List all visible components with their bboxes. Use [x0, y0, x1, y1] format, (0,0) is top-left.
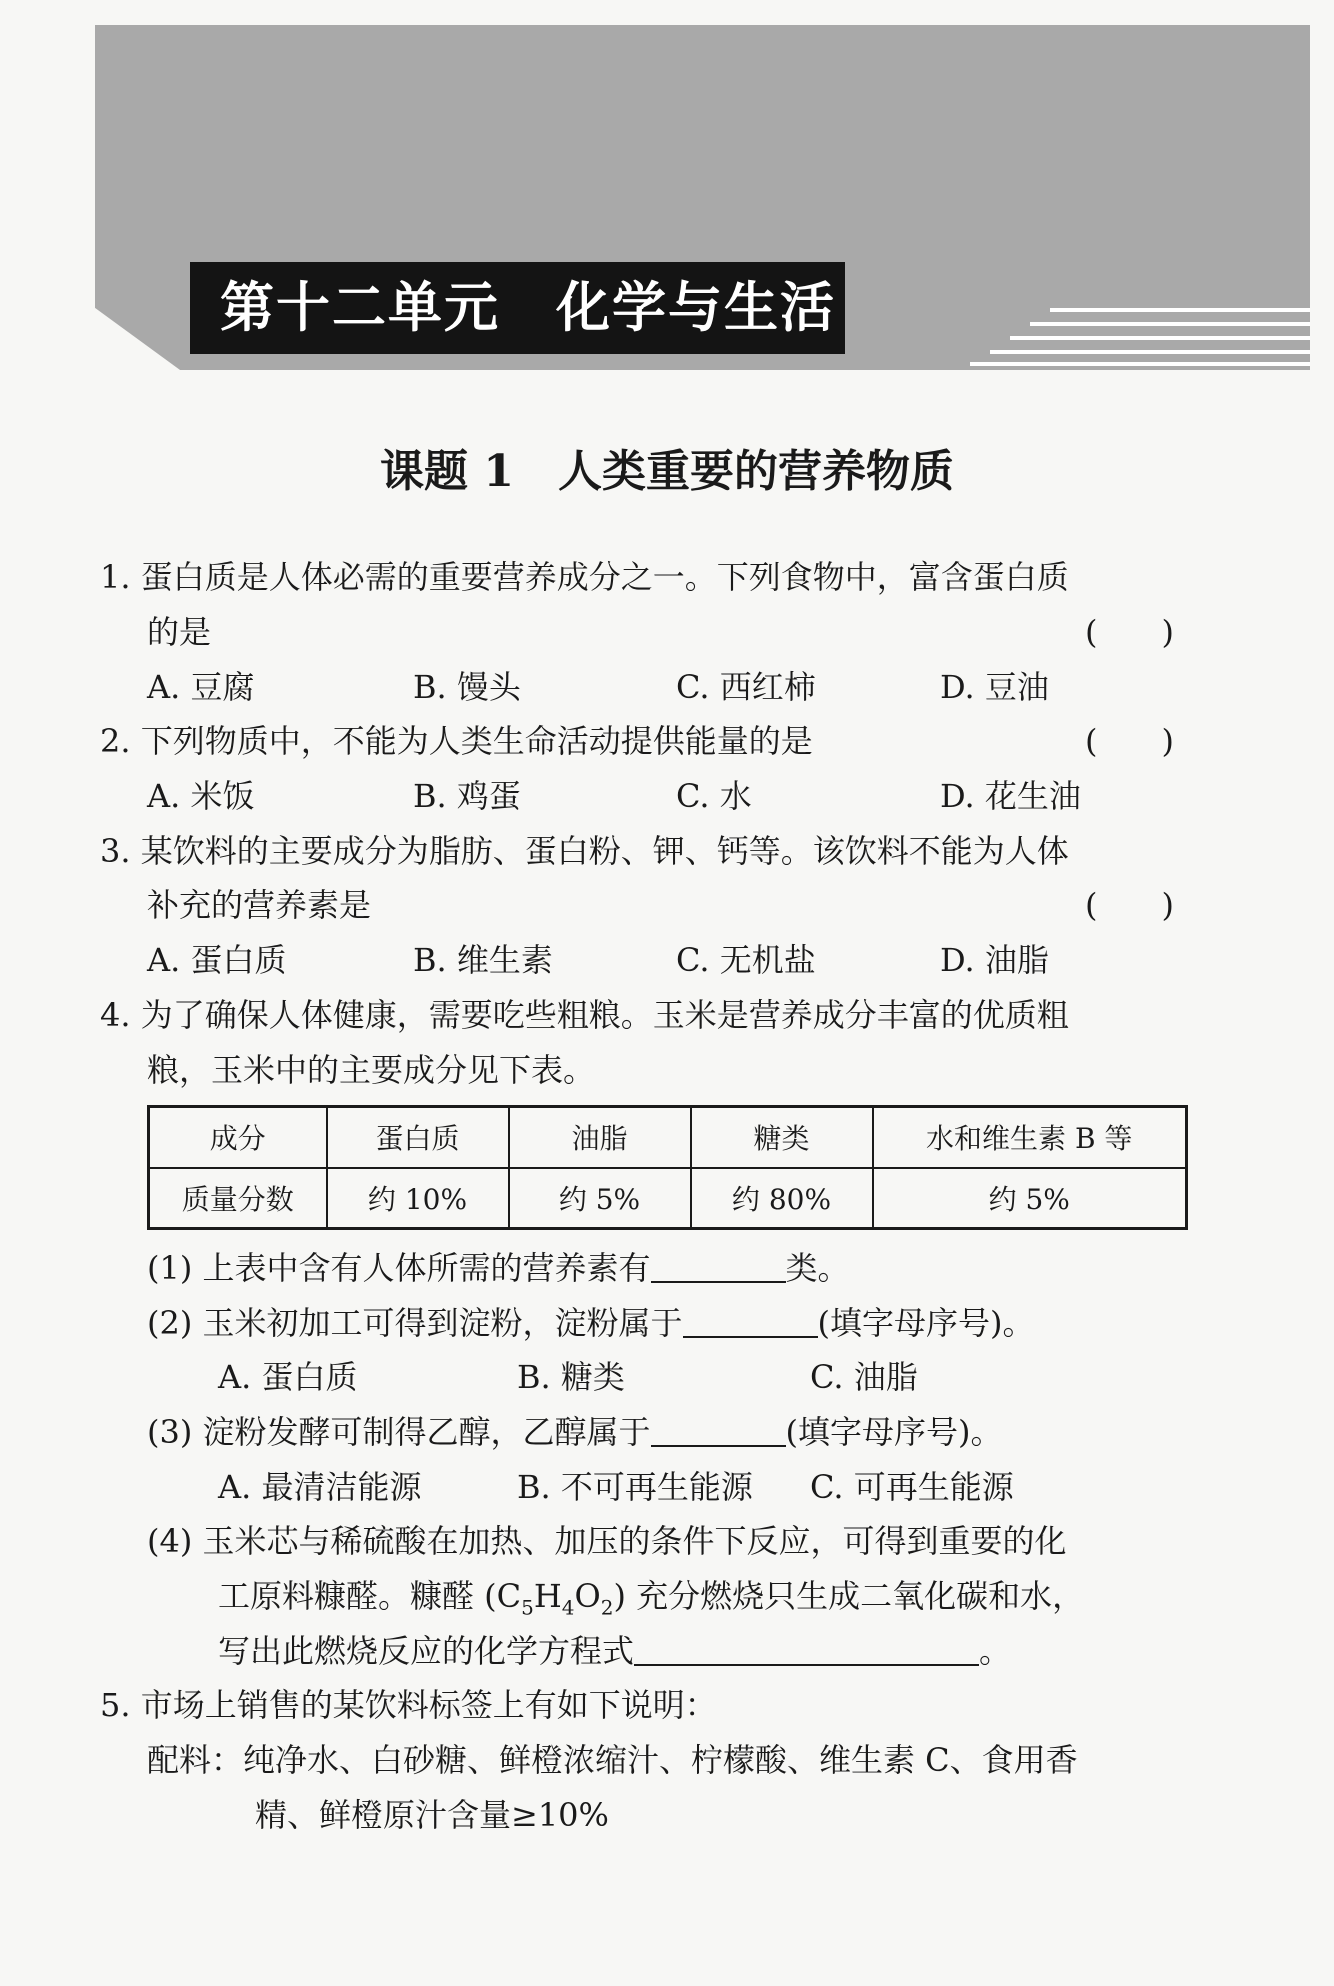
q4-sub4-line2: [218, 1576, 1084, 1627]
table-header-row: [149, 1107, 1187, 1168]
q4-sub1: [147, 1248, 850, 1288]
q4-sub4-blank[interactable]: [634, 1634, 979, 1666]
q3-stem-line2: 补充的营养素是: [147, 886, 372, 924]
table-cell: 约 5%: [509, 1168, 691, 1229]
q4-sub3-text: (3) 淀粉发酵可制得乙醇，乙醇属于: [147, 1413, 651, 1451]
q2-answer-paren: ( ): [1085, 722, 1174, 760]
subscript: 2: [600, 1595, 614, 1620]
banner-stripes: [970, 300, 1310, 370]
q4-sub2-text: (2) 玉米初加工可得到淀粉，淀粉属于: [147, 1304, 683, 1342]
q4-sub4-line1: (4) 玉米芯与稀硫酸在加热、加压的条件下反应，可得到重要的化: [147, 1522, 1067, 1560]
table-row: [149, 1168, 1187, 1229]
q1-option-c: C. 西红柿: [676, 668, 816, 706]
q1-option-d: D. 豆油: [940, 668, 1049, 706]
formula-element: O: [574, 1577, 601, 1615]
q5-ingredients-line2: 精、鲜橙原汁含量≥10%: [255, 1796, 609, 1834]
q4-sub2-suffix: (填字母序号)。: [817, 1304, 1035, 1342]
table-header-cell: 水和维生素 B 等: [873, 1107, 1187, 1168]
q1-option-b: B. 馒头: [413, 668, 521, 706]
q5-stem-line1: 5. 市场上销售的某饮料标签上有如下说明：: [100, 1686, 717, 1724]
table-header-cell: 糖类: [691, 1107, 873, 1168]
q3-stem-line1: 3. 某饮料的主要成分为脂肪、蛋白粉、钾、钙等。该饮料不能为人体: [100, 832, 1069, 870]
q2-option-d: D. 花生油: [940, 777, 1081, 815]
table-header-cell: 蛋白质: [327, 1107, 509, 1168]
q4-sub3-blank[interactable]: [651, 1415, 786, 1447]
q4-sub4-line3: [218, 1631, 1011, 1671]
table-cell: 约 80%: [691, 1168, 873, 1229]
q4-sub3-option-a: A. 最清洁能源: [218, 1468, 422, 1506]
table-cell: 质量分数: [149, 1168, 327, 1229]
q1-answer-paren: ( ): [1085, 613, 1174, 651]
subscript: 4: [561, 1595, 575, 1620]
q4-stem-line2: 粮，玉米中的主要成分见下表。: [147, 1051, 596, 1089]
q3-option-d: D. 油脂: [940, 941, 1049, 979]
table-header-cell: 成分: [149, 1107, 327, 1168]
q2-stem-line1: 2. 下列物质中，不能为人类生命活动提供能量的是: [100, 722, 813, 760]
q2-option-b: B. 鸡蛋: [413, 777, 521, 815]
q4-sub1-suffix: 类。: [785, 1249, 850, 1287]
table-cell: 约 5%: [873, 1168, 1187, 1229]
q4-sub3-option-b: B. 不可再生能源: [517, 1468, 753, 1506]
q5-ingredients-line1: 配料：纯净水、白砂糖、鲜橙浓缩汁、柠檬酸、维生素 C、食用香: [147, 1741, 1078, 1779]
q4-sub3: [147, 1412, 1003, 1452]
q3-option-a: A. 蛋白质: [147, 941, 287, 979]
unit-title: 第十二单元 化学与生活: [190, 262, 845, 354]
q4-sub1-blank[interactable]: [651, 1251, 786, 1283]
q3-option-b: B. 维生素: [413, 941, 553, 979]
q2-option-c: C. 水: [676, 777, 752, 815]
q4-sub3-suffix: (填字母序号)。: [785, 1413, 1003, 1451]
table-cell: 约 10%: [327, 1168, 509, 1229]
q4-sub4-prompt: 写出此燃烧反应的化学方程式: [218, 1632, 635, 1670]
lesson-title: 课题 1 人类重要的营养物质: [380, 446, 954, 497]
q4-sub4-text-rest: ) 充分燃烧只生成二氧化碳和水，: [613, 1577, 1085, 1615]
table-header-cell: 油脂: [509, 1107, 691, 1168]
q4-sub4-text: 工原料糠醛。糠醛 (C: [218, 1577, 522, 1615]
formula-element: H: [533, 1577, 562, 1615]
q2-option-a: A. 米饭: [147, 777, 255, 815]
q4-sub2-option-b: B. 糖类: [517, 1358, 625, 1396]
q4-sub3-option-c: C. 可再生能源: [810, 1468, 1014, 1506]
subscript: 5: [521, 1595, 534, 1620]
q4-sub1-text: (1) 上表中含有人体所需的营养素有: [147, 1249, 651, 1287]
q1-stem-line1: 1. 蛋白质是人体必需的重要营养成分之一。下列食物中，富含蛋白质: [100, 558, 1069, 596]
q4-sub2-blank[interactable]: [683, 1306, 818, 1338]
q3-answer-paren: ( ): [1085, 886, 1174, 924]
q3-option-c: C. 无机盐: [676, 941, 816, 979]
corn-composition-table: [147, 1105, 1188, 1230]
q1-option-a: A. 豆腐: [147, 668, 255, 706]
q1-stem-line2: 的是: [147, 613, 212, 651]
q4-sub4-suffix: 。: [979, 1632, 1012, 1670]
q4-sub2-option-c: C. 油脂: [810, 1358, 918, 1396]
q4-stem-line1: 4. 为了确保人体健康，需要吃些粗粮。玉米是营养成分丰富的优质粗: [100, 996, 1069, 1034]
q4-sub2: [147, 1303, 1035, 1343]
q4-sub2-option-a: A. 蛋白质: [218, 1358, 358, 1396]
